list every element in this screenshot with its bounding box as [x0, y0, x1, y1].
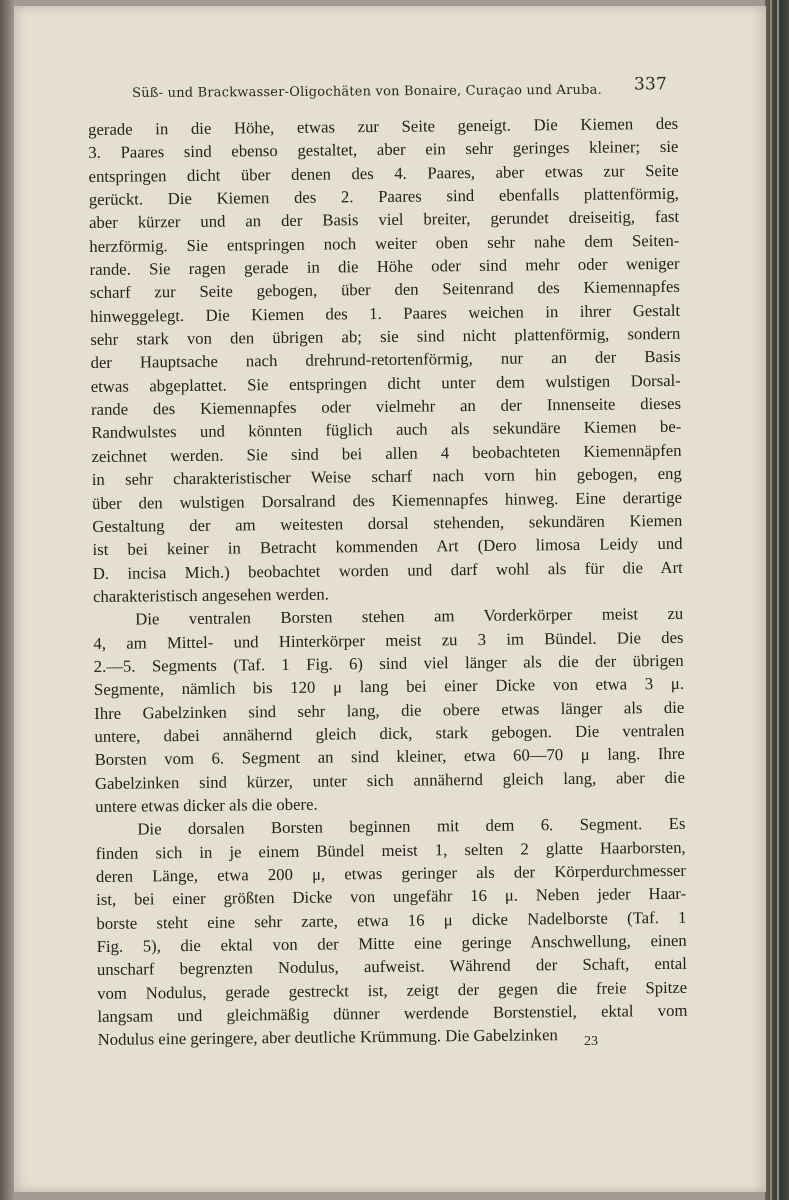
text-line: langsam und gleichmäßig dünner werdende Borstenstiel, ektal vom	[97, 1000, 688, 1027]
text-line: borste steht eine sehr zarte, etwa 16 μ dicke Nadelborste (Taf. 1	[96, 907, 687, 933]
body-text	[88, 112, 688, 1052]
text-line: Ihre Gabelzinken sind sehr lang, die obere etwas länger als die	[94, 697, 685, 723]
text-line: Borsten vom 6. Segment an sind kleiner, etwa 60—70 μ lang. Ihre	[94, 744, 685, 770]
text-line: Gabelzinken sind kürzer, unter sich annähernd gleich lang, aber die	[94, 767, 686, 793]
text-line: sehr stark von den übrigen ab; sie sind nicht plattenförmig, sondern	[90, 323, 681, 350]
text-line: etwas abgeplattet. Sie entspringen dicht unter dem wulstigen Dorsal-	[90, 370, 681, 396]
text-line: D. incisa Mich.) beobachtet worden und darf wohl als für die Art	[92, 557, 683, 583]
text-line: Randwulstes und könnten füglich auch als sekundäre Kiemen be-	[91, 417, 682, 443]
text-line: untere, dabei annähernd gleich dick, stark gebogen. Die ventralen	[94, 720, 685, 746]
text-line: der Hauptsache nach drehrund-retortenförmig, nur an der Basis	[90, 347, 681, 373]
text-line: 4, am Mittel- und Hinterkörper meist zu 3 im Bündel. Die des	[93, 627, 684, 653]
text-line: Segmente, nämlich bis 120 μ lang bei einer Dicke von etwa 3 μ.	[93, 674, 685, 700]
text-line: 2.—5. Segments (Taf. 1 Fig. 6) sind viel länger als die der übrigen	[93, 650, 684, 676]
text-line: Die ventralen Borsten stehen am Vorderkörper meist zu	[135, 604, 684, 629]
text-line: hinweggelegt. Die Kiemen des 1. Paares weichen in ihrer Gestalt	[89, 300, 681, 326]
text-line: aber kürzer und an der Basis viel breiter, gerundet dreiseitig, fast	[88, 207, 680, 233]
book-binding	[765, 0, 789, 1200]
text-line: 3. Paares sind ebenso gestaltet, aber ein sehr geringes kleiner; sie	[88, 137, 679, 163]
text-line: gerade in die Höhe, etwas zur Seite geneigt. Die Kiemen des	[88, 113, 679, 139]
text-line: Nodulus eine geringere, aber deutliche Krümmung. Die Gabelzinken	[97, 1025, 558, 1050]
text-line: rande. Sie ragen gerade in die Höhe oder sind mehr oder weniger	[89, 253, 680, 280]
text-line: charakteristisch angesehen werden.	[92, 584, 329, 606]
signature-mark: 23	[584, 1034, 598, 1049]
text-line: herzförmig. Sie entspringen noch weiter oben sehr nahe dem Seiten-	[89, 230, 680, 256]
page-number: 337	[633, 74, 668, 95]
text-line: über den wulstigen Dorsalrand des Kiemennapfes hinweg. Eine derartige	[91, 487, 683, 513]
running-title: Süß- und Brackwasser-Oligochäten von Bonaire, Curaçao und Aruba.	[132, 82, 602, 101]
text-line: deren Länge, etwa 200 μ, etwas geringer als der Körperdurchmesser	[95, 860, 687, 886]
text-line: unscharf begrenzten Nodulus, aufweist. Während der Schaft, ental	[96, 954, 687, 980]
text-line: gerückt. Die Kiemen des 2. Paares sind ebenfalls plattenförmig,	[88, 183, 679, 210]
text-line: vom Nodulus, gerade gestreckt ist, zeigt der gegen die freie Spitze	[97, 977, 688, 1003]
text-line: Die dorsalen Borsten beginnen mit dem 6. Segment. Es	[137, 814, 686, 839]
text-line: untere etwas dicker als die obere.	[95, 794, 318, 816]
text-line: rande des Kiemennapfes oder vielmehr an der Innenseite dieses	[90, 393, 682, 420]
text-line: Gestaltung der am weitesten dorsal stehenden, sekundären Kiemen	[92, 510, 683, 536]
text-line: ist, bei einer größten Dicke von ungefähr 16 μ. Neben jeder Haar-	[96, 884, 687, 910]
text-line: entspringen dicht über denen des 4. Paares, aber etwas zur Seite	[88, 160, 679, 186]
text-line: zeichnet werden. Sie sind bei allen 4 beobachteten Kiemennäpfen	[91, 440, 682, 466]
text-line: ist bei keiner in Betracht kommenden Art (Dero limosa Leidy und	[92, 533, 683, 560]
text-line: finden sich in je einem Bündel meist 1, selten 2 glatte Haarborsten,	[95, 837, 686, 863]
text-line: Fig. 5), die ektal von der Mitte eine geringe Anschwellung, einen	[96, 930, 687, 956]
text-line: scharf zur Seite gebogen, über den Seitenrand des Kiemennapfes	[89, 277, 680, 303]
text-line: in sehr charakteristischer Weise scharf nach vorn hin gebogen, eng	[91, 463, 682, 490]
